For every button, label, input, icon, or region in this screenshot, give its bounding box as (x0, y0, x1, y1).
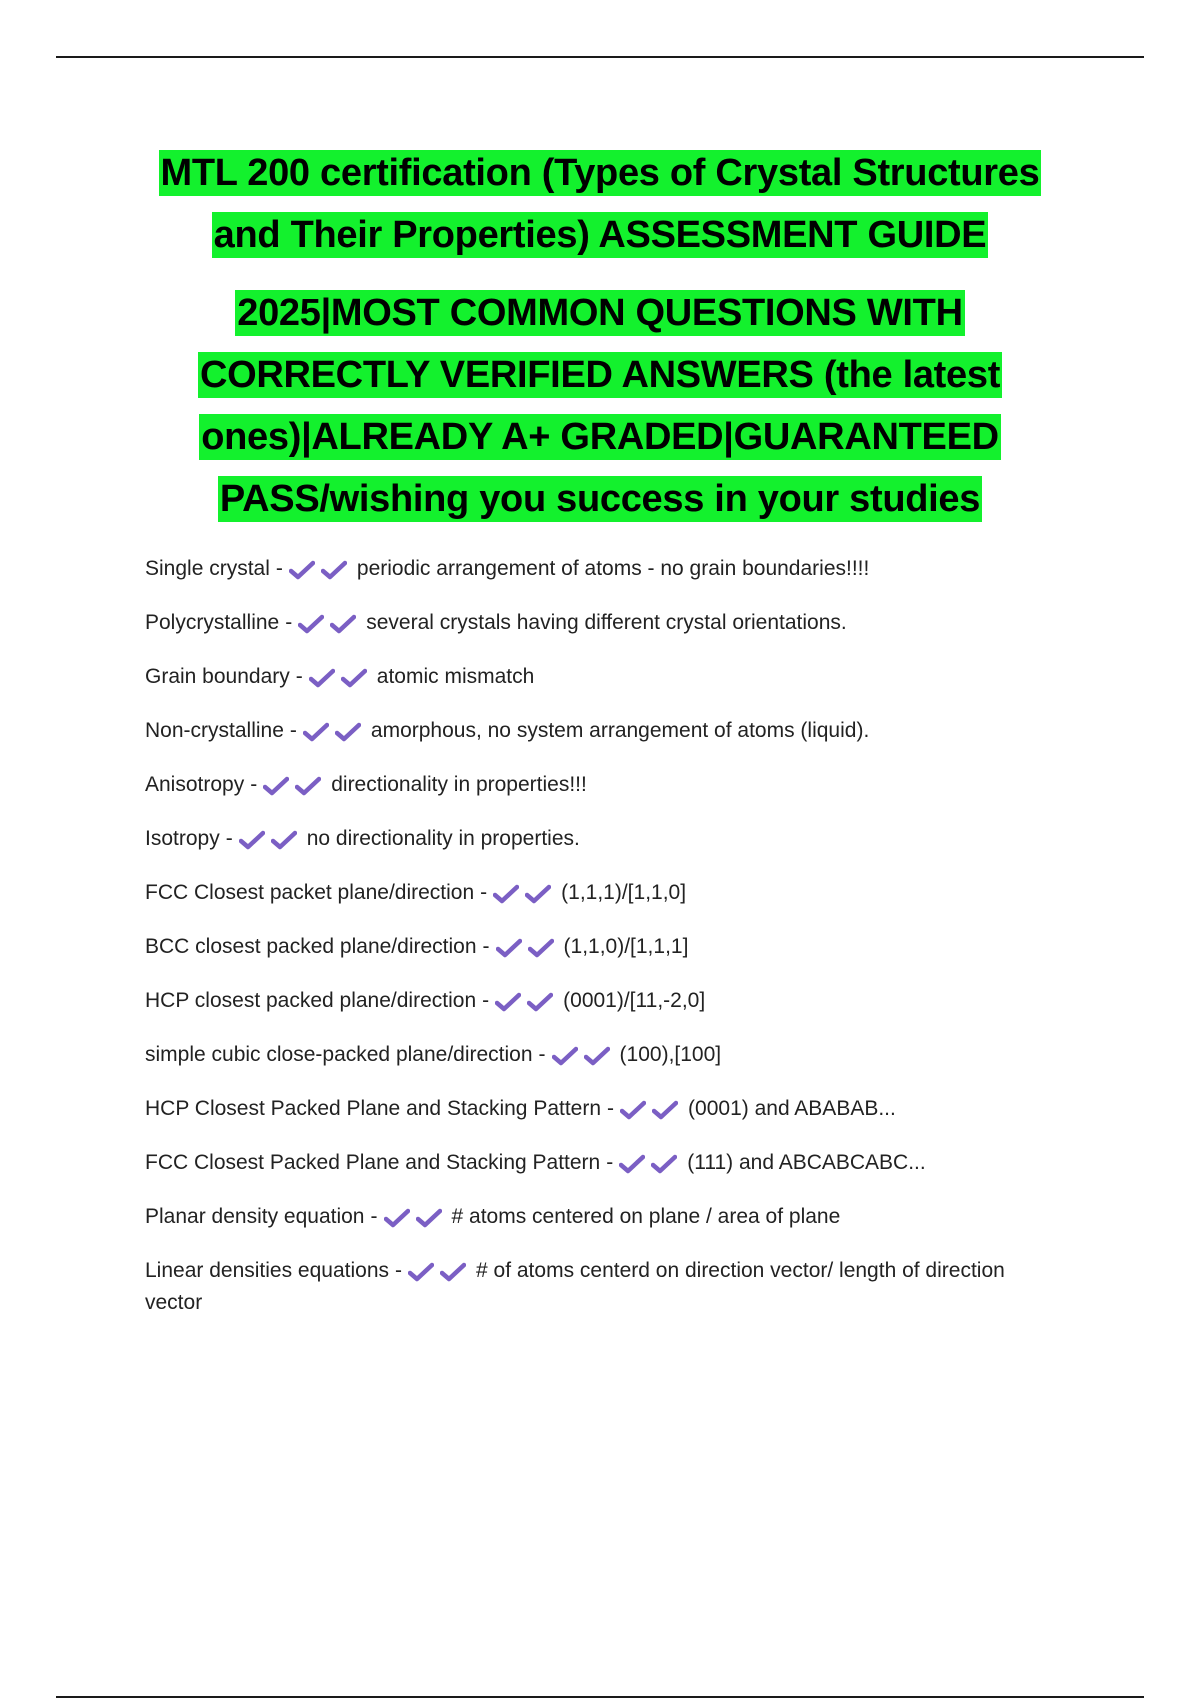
answer: (111) and ABCABCABC... (687, 1151, 926, 1174)
checkmark-icon (384, 1208, 410, 1228)
title-line: ones)|ALREADY A+ GRADED|GUARANTEED (201, 416, 999, 458)
checkmark-icon (239, 830, 265, 850)
separator: - (538, 1043, 546, 1066)
term: FCC Closest packet plane/direction (145, 881, 475, 904)
checkmark-icon (408, 1262, 434, 1282)
list-item (145, 931, 1065, 985)
list-item (145, 715, 1065, 769)
checkmark-icon (330, 614, 356, 634)
checkmark-icon (309, 668, 335, 688)
separator: - (370, 1205, 378, 1228)
list-item (145, 1255, 1065, 1319)
checkmark-icon (527, 992, 553, 1012)
checkmark-icon (496, 938, 522, 958)
separator: - (395, 1259, 403, 1282)
checkmarks (289, 553, 353, 585)
checkmarks (384, 1201, 448, 1233)
checkmark-icon (263, 776, 289, 796)
checkmarks (619, 1147, 683, 1179)
answer: (0001) and ABABAB... (688, 1097, 896, 1120)
checkmarks (303, 715, 367, 747)
separator: - (225, 827, 233, 850)
checkmark-icon (321, 560, 347, 580)
term: Grain boundary (145, 665, 290, 688)
separator: - (289, 719, 297, 742)
term: HCP Closest Packed Plane and Stacking Pattern (145, 1097, 602, 1120)
checkmark-icon (341, 668, 367, 688)
answer: no directionality in properties. (306, 827, 580, 850)
title-line: MTL 200 certification (Types of Crystal Structures (160, 152, 1040, 194)
separator: - (482, 989, 490, 1012)
checkmark-icon (651, 1154, 677, 1174)
answer: (100),[100] (619, 1043, 722, 1066)
answer: # of atoms centerd on direction vector/ length of direction vector (145, 1259, 1005, 1315)
checkmark-icon (335, 722, 361, 742)
checkmarks (263, 769, 327, 801)
title-line: PASS/wishing you success in your studies (219, 478, 981, 520)
checkmark-icon (528, 938, 554, 958)
checkmark-icon (652, 1100, 678, 1120)
term: Linear densities equations (145, 1259, 390, 1282)
checkmark-icon (271, 830, 297, 850)
list-item (145, 1039, 1065, 1093)
page-title (60, 142, 1140, 530)
separator: - (606, 1151, 614, 1174)
list-item (145, 1147, 1065, 1201)
title-line: and Their Properties) ASSESSMENT GUIDE (213, 214, 987, 256)
separator: - (285, 611, 293, 634)
term: Single crystal (145, 557, 270, 580)
checkmarks (493, 877, 557, 909)
answer: (0001)/[11,-2,0] (563, 989, 706, 1012)
list-item (145, 661, 1065, 715)
top-rule (56, 56, 1144, 58)
title-line: 2025|MOST COMMON QUESTIONS WITH (237, 292, 963, 334)
checkmark-icon (525, 884, 551, 904)
answer: (1,1,0)/[1,1,1] (563, 935, 689, 958)
list-item (145, 823, 1065, 877)
bottom-rule (56, 1696, 1144, 1698)
checkmarks (552, 1039, 616, 1071)
checkmark-icon (298, 614, 324, 634)
term: HCP closest packed plane/direction (145, 989, 477, 1012)
list-item (145, 607, 1065, 661)
checkmarks (620, 1093, 684, 1125)
list-item (145, 985, 1065, 1039)
separator: - (295, 665, 303, 688)
checkmarks (309, 661, 373, 693)
separator: - (482, 935, 490, 958)
checkmark-icon (416, 1208, 442, 1228)
answer: (1,1,1)/[1,1,0] (561, 881, 687, 904)
qa-list (145, 553, 1065, 1319)
checkmark-icon (552, 1046, 578, 1066)
answer: atomic mismatch (376, 665, 535, 688)
answer: several crystals having different crystal orientations. (366, 611, 847, 634)
checkmark-icon (493, 884, 519, 904)
answer: # atoms centered on plane / area of plane (451, 1205, 841, 1228)
checkmark-icon (440, 1262, 466, 1282)
checkmark-icon (495, 992, 521, 1012)
list-item (145, 553, 1065, 607)
term: Non-crystalline (145, 719, 284, 742)
checkmarks (408, 1255, 472, 1287)
checkmark-icon (584, 1046, 610, 1066)
separator: - (607, 1097, 615, 1120)
checkmark-icon (619, 1154, 645, 1174)
term: Isotropy (145, 827, 220, 850)
list-item (145, 877, 1065, 931)
checkmark-icon (620, 1100, 646, 1120)
term: Planar density equation (145, 1205, 365, 1228)
term: Anisotropy (145, 773, 245, 796)
term: Polycrystalline (145, 611, 280, 634)
checkmarks (298, 607, 362, 639)
list-item (145, 1201, 1065, 1255)
separator: - (275, 557, 283, 580)
answer: periodic arrangement of atoms - no grain boundaries!!!! (356, 557, 870, 580)
list-item (145, 769, 1065, 823)
checkmark-icon (295, 776, 321, 796)
checkmark-icon (289, 560, 315, 580)
checkmarks (239, 823, 303, 855)
answer: amorphous, no system arrangement of atoms (liquid). (370, 719, 870, 742)
separator: - (250, 773, 258, 796)
list-item (145, 1093, 1065, 1147)
separator: - (480, 881, 488, 904)
term: simple cubic close-packed plane/direction (145, 1043, 533, 1066)
term: FCC Closest Packed Plane and Stacking Pattern (145, 1151, 601, 1174)
checkmarks (496, 931, 560, 963)
checkmarks (495, 985, 559, 1017)
title-line: CORRECTLY VERIFIED ANSWERS (the latest (199, 354, 1001, 396)
checkmark-icon (303, 722, 329, 742)
answer: directionality in properties!!! (331, 773, 587, 796)
term: BCC closest packed plane/direction (145, 935, 477, 958)
